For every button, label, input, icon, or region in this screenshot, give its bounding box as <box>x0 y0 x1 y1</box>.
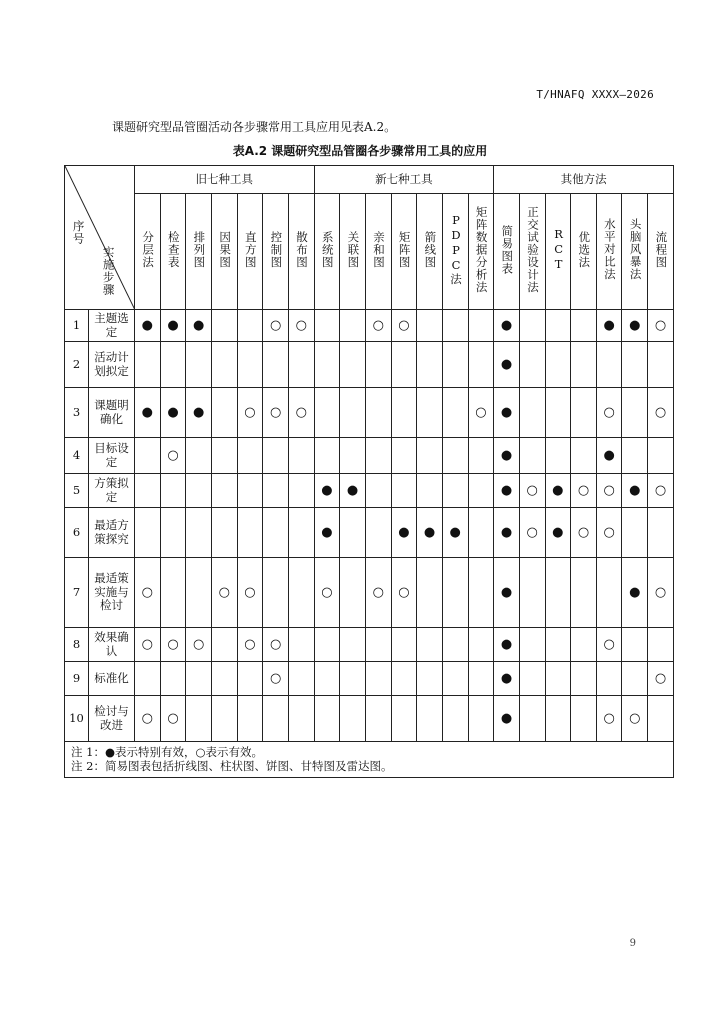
usage-mark: ● <box>596 438 622 474</box>
empty-cell <box>571 310 597 342</box>
empty-cell <box>211 628 237 662</box>
note-2: 注 2：简易图表包括折线图、柱状图、饼图、甘特图及雷达图。 <box>71 758 393 773</box>
tool-header-label: 流程图 <box>654 230 669 269</box>
tool-header <box>186 194 212 310</box>
usage-mark: ○ <box>468 388 494 438</box>
tool-header <box>442 194 468 310</box>
empty-cell <box>288 662 314 696</box>
row-number: 2 <box>65 342 89 388</box>
empty-cell <box>288 696 314 742</box>
group-header-other: 其他方法 <box>494 166 674 194</box>
empty-cell <box>519 310 545 342</box>
empty-cell <box>468 438 494 474</box>
usage-mark: ○ <box>160 628 186 662</box>
step-name: 目标设定 <box>89 438 135 474</box>
empty-cell <box>263 438 289 474</box>
empty-cell <box>648 438 674 474</box>
usage-mark: ● <box>494 474 520 508</box>
usage-mark: ○ <box>288 388 314 438</box>
row-number: 9 <box>65 662 89 696</box>
usage-mark: ○ <box>135 628 161 662</box>
step-name: 检讨与改进 <box>89 696 135 742</box>
empty-cell <box>365 696 391 742</box>
empty-cell <box>288 508 314 558</box>
empty-cell <box>237 662 263 696</box>
empty-cell <box>519 388 545 438</box>
empty-cell <box>186 342 212 388</box>
empty-cell <box>160 662 186 696</box>
empty-cell <box>571 628 597 662</box>
empty-cell <box>442 662 468 696</box>
empty-cell <box>211 310 237 342</box>
empty-cell <box>622 438 648 474</box>
usage-mark: ○ <box>596 474 622 508</box>
empty-cell <box>340 310 366 342</box>
usage-mark: ○ <box>571 474 597 508</box>
empty-cell <box>314 696 340 742</box>
usage-mark: ○ <box>596 628 622 662</box>
standard-code: T/HNAFQ XXXX—2026 <box>536 88 654 101</box>
empty-cell <box>442 388 468 438</box>
usage-mark: ● <box>494 696 520 742</box>
empty-cell <box>211 696 237 742</box>
empty-cell <box>442 438 468 474</box>
empty-cell <box>545 696 571 742</box>
empty-cell <box>160 342 186 388</box>
empty-cell <box>519 628 545 662</box>
empty-cell <box>622 628 648 662</box>
usage-mark: ○ <box>314 558 340 628</box>
table-row <box>65 508 674 558</box>
row-number: 7 <box>65 558 89 628</box>
step-name: 标准化 <box>89 662 135 696</box>
empty-cell <box>442 558 468 628</box>
group-header-new-seven: 新七种工具 <box>314 166 494 194</box>
empty-cell <box>519 696 545 742</box>
table-row <box>65 696 674 742</box>
empty-cell <box>417 662 443 696</box>
tool-header-label: 箭线图 <box>423 230 438 269</box>
step-name: 主题选定 <box>89 310 135 342</box>
tool-header <box>237 194 263 310</box>
empty-cell <box>519 662 545 696</box>
tool-header-label: 检查表 <box>166 230 181 269</box>
table-row <box>65 388 674 438</box>
usage-mark: ○ <box>186 628 212 662</box>
empty-cell <box>442 310 468 342</box>
usage-mark: ● <box>545 474 571 508</box>
usage-mark: ○ <box>648 474 674 508</box>
empty-cell <box>545 558 571 628</box>
empty-cell <box>186 508 212 558</box>
usage-mark: ○ <box>519 508 545 558</box>
empty-cell <box>442 628 468 662</box>
empty-cell <box>263 558 289 628</box>
usage-mark: ○ <box>237 628 263 662</box>
empty-cell <box>365 438 391 474</box>
tool-header <box>135 194 161 310</box>
empty-cell <box>340 508 366 558</box>
usage-mark: ○ <box>365 558 391 628</box>
empty-cell <box>648 342 674 388</box>
empty-cell <box>160 558 186 628</box>
tool-header-label: 散布图 <box>295 230 310 269</box>
usage-mark: ● <box>545 508 571 558</box>
empty-cell <box>391 388 417 438</box>
empty-cell <box>442 342 468 388</box>
empty-cell <box>288 474 314 508</box>
table-row <box>65 310 674 342</box>
usage-mark: ○ <box>596 508 622 558</box>
tool-header-label: 系统图 <box>320 230 335 269</box>
usage-mark: ● <box>494 508 520 558</box>
empty-cell <box>237 696 263 742</box>
empty-cell <box>622 508 648 558</box>
row-number: 6 <box>65 508 89 558</box>
usage-mark: ○ <box>596 388 622 438</box>
tool-header <box>545 194 571 310</box>
empty-cell <box>263 696 289 742</box>
empty-cell <box>365 342 391 388</box>
empty-cell <box>365 628 391 662</box>
table-row <box>65 628 674 662</box>
table-row <box>65 342 674 388</box>
empty-cell <box>417 388 443 438</box>
empty-cell <box>340 342 366 388</box>
empty-cell <box>340 438 366 474</box>
usage-mark: ○ <box>288 310 314 342</box>
usage-mark: ○ <box>263 388 289 438</box>
usage-mark: ● <box>186 310 212 342</box>
empty-cell <box>314 388 340 438</box>
usage-mark: ○ <box>648 558 674 628</box>
empty-cell <box>622 662 648 696</box>
empty-cell <box>596 662 622 696</box>
table-row <box>65 558 674 628</box>
empty-cell <box>288 438 314 474</box>
tool-header-label: 分层法 <box>141 230 156 269</box>
empty-cell <box>571 342 597 388</box>
usage-mark: ○ <box>365 310 391 342</box>
tool-header <box>160 194 186 310</box>
empty-cell <box>545 628 571 662</box>
tool-header <box>340 194 366 310</box>
empty-cell <box>468 342 494 388</box>
step-name: 方策拟定 <box>89 474 135 508</box>
usage-mark: ○ <box>263 662 289 696</box>
group-header-old-seven: 旧七种工具 <box>135 166 315 194</box>
tool-header-label: 排列图 <box>192 230 207 269</box>
tool-header-label: 因果图 <box>218 230 233 269</box>
empty-cell <box>135 662 161 696</box>
empty-cell <box>186 474 212 508</box>
empty-cell <box>545 310 571 342</box>
empty-cell <box>211 662 237 696</box>
tool-header <box>263 194 289 310</box>
empty-cell <box>468 310 494 342</box>
empty-cell <box>442 474 468 508</box>
row-number: 8 <box>65 628 89 662</box>
empty-cell <box>314 438 340 474</box>
empty-cell <box>622 342 648 388</box>
step-name: 活动计划拟定 <box>89 342 135 388</box>
empty-cell <box>186 662 212 696</box>
empty-cell <box>288 558 314 628</box>
empty-cell <box>314 628 340 662</box>
usage-mark: ● <box>340 474 366 508</box>
empty-cell <box>237 310 263 342</box>
usage-mark: ● <box>314 474 340 508</box>
note-1: 注 1：●表示特别有效，○表示有效。 <box>71 745 264 759</box>
empty-cell <box>135 438 161 474</box>
empty-cell <box>596 342 622 388</box>
tool-header <box>417 194 443 310</box>
empty-cell <box>340 662 366 696</box>
tool-header-label: PDPC法 <box>448 213 463 286</box>
empty-cell <box>391 628 417 662</box>
row-number: 4 <box>65 438 89 474</box>
empty-cell <box>186 438 212 474</box>
empty-cell <box>288 342 314 388</box>
empty-cell <box>186 696 212 742</box>
tool-header <box>571 194 597 310</box>
empty-cell <box>571 662 597 696</box>
tool-header <box>596 194 622 310</box>
empty-cell <box>417 438 443 474</box>
tool-header-label: 亲和图 <box>372 230 387 269</box>
tool-header <box>494 194 520 310</box>
empty-cell <box>237 342 263 388</box>
usage-mark: ○ <box>648 310 674 342</box>
empty-cell <box>571 438 597 474</box>
empty-cell <box>391 438 417 474</box>
row-number: 1 <box>65 310 89 342</box>
usage-mark: ● <box>494 342 520 388</box>
empty-cell <box>468 696 494 742</box>
empty-cell <box>263 342 289 388</box>
usage-mark: ● <box>160 388 186 438</box>
tool-header-label: 关联图 <box>346 230 361 269</box>
empty-cell <box>596 558 622 628</box>
empty-cell <box>365 474 391 508</box>
empty-cell <box>135 508 161 558</box>
usage-mark: ● <box>596 310 622 342</box>
tool-header <box>365 194 391 310</box>
empty-cell <box>160 474 186 508</box>
intro-paragraph: 课题研究型品管圈活动各步骤常用工具应用见表A.2。 <box>112 120 397 134</box>
empty-cell <box>571 558 597 628</box>
usage-mark: ○ <box>135 696 161 742</box>
tool-header-label: 简易图表 <box>500 224 515 275</box>
empty-cell <box>340 388 366 438</box>
empty-cell <box>417 558 443 628</box>
tool-header <box>622 194 648 310</box>
usage-mark: ● <box>494 662 520 696</box>
table-caption: 表A.2 课题研究型品管圈各步骤常用工具的应用 <box>232 144 488 158</box>
empty-cell <box>519 438 545 474</box>
usage-mark: ○ <box>622 696 648 742</box>
tool-header <box>314 194 340 310</box>
usage-mark: ● <box>494 388 520 438</box>
tool-header-label: 水平对比法 <box>602 218 617 281</box>
empty-cell <box>288 628 314 662</box>
usage-mark: ○ <box>135 558 161 628</box>
empty-cell <box>468 474 494 508</box>
empty-cell <box>519 558 545 628</box>
empty-cell <box>237 474 263 508</box>
empty-cell <box>314 310 340 342</box>
empty-cell <box>340 696 366 742</box>
step-name: 最适方策探究 <box>89 508 135 558</box>
empty-cell <box>648 508 674 558</box>
usage-mark: ● <box>135 310 161 342</box>
page-number: 9 <box>629 938 636 949</box>
usage-mark: ● <box>622 310 648 342</box>
tool-header-label: 矩阵数据分析法 <box>474 205 489 294</box>
usage-mark: ○ <box>571 508 597 558</box>
usage-mark: ○ <box>263 310 289 342</box>
usage-mark: ○ <box>648 388 674 438</box>
tool-header <box>648 194 674 310</box>
empty-cell <box>314 342 340 388</box>
tool-header-label: 正交试验设计法 <box>525 205 540 294</box>
usage-mark: ○ <box>160 696 186 742</box>
tool-header-label: 优选法 <box>577 230 592 269</box>
empty-cell <box>365 388 391 438</box>
empty-cell <box>391 696 417 742</box>
empty-cell <box>417 696 443 742</box>
usage-mark: ○ <box>211 558 237 628</box>
usage-mark: ● <box>494 558 520 628</box>
tool-header <box>519 194 545 310</box>
tools-table <box>64 165 674 778</box>
usage-mark: ● <box>442 508 468 558</box>
empty-cell <box>519 342 545 388</box>
usage-mark: ● <box>160 310 186 342</box>
usage-mark: ● <box>622 558 648 628</box>
empty-cell <box>391 662 417 696</box>
tool-header-label: 直方图 <box>243 230 258 269</box>
table-row <box>65 438 674 474</box>
step-name: 效果确认 <box>89 628 135 662</box>
empty-cell <box>263 508 289 558</box>
seq-header: 序号 <box>71 220 86 245</box>
empty-cell <box>211 388 237 438</box>
usage-mark: ○ <box>519 474 545 508</box>
table-notes <box>65 742 674 778</box>
empty-cell <box>211 474 237 508</box>
tool-header-label: 头脑风暴法 <box>628 218 643 281</box>
row-number: 3 <box>65 388 89 438</box>
usage-mark: ● <box>417 508 443 558</box>
empty-cell <box>211 508 237 558</box>
empty-cell <box>417 310 443 342</box>
empty-cell <box>263 474 289 508</box>
tool-header <box>468 194 494 310</box>
usage-mark: ○ <box>237 388 263 438</box>
usage-mark: ● <box>494 310 520 342</box>
empty-cell <box>545 388 571 438</box>
empty-cell <box>211 438 237 474</box>
usage-mark: ● <box>135 388 161 438</box>
empty-cell <box>186 558 212 628</box>
usage-mark: ● <box>186 388 212 438</box>
empty-cell <box>135 474 161 508</box>
empty-cell <box>545 662 571 696</box>
empty-cell <box>622 388 648 438</box>
diagonal-header-cell <box>65 166 135 310</box>
empty-cell <box>211 342 237 388</box>
step-name: 课题明确化 <box>89 388 135 438</box>
usage-mark: ● <box>391 508 417 558</box>
step-name: 最适策实施与检讨 <box>89 558 135 628</box>
empty-cell <box>545 438 571 474</box>
empty-cell <box>160 508 186 558</box>
usage-mark: ● <box>494 628 520 662</box>
table-row <box>65 662 674 696</box>
empty-cell <box>365 508 391 558</box>
usage-mark: ● <box>314 508 340 558</box>
empty-cell <box>365 662 391 696</box>
usage-mark: ● <box>494 438 520 474</box>
empty-cell <box>468 662 494 696</box>
empty-cell <box>314 662 340 696</box>
usage-mark: ○ <box>391 558 417 628</box>
usage-mark: ● <box>622 474 648 508</box>
empty-cell <box>442 696 468 742</box>
empty-cell <box>417 474 443 508</box>
tool-header <box>211 194 237 310</box>
usage-mark: ○ <box>237 558 263 628</box>
empty-cell <box>571 696 597 742</box>
tool-header <box>288 194 314 310</box>
empty-cell <box>468 508 494 558</box>
empty-cell <box>545 342 571 388</box>
row-number: 10 <box>65 696 89 742</box>
empty-cell <box>417 342 443 388</box>
usage-mark: ○ <box>160 438 186 474</box>
table-row <box>65 474 674 508</box>
step-header: 实施步骤 <box>101 246 116 296</box>
tool-header-label: 矩阵图 <box>397 230 412 269</box>
usage-mark: ○ <box>391 310 417 342</box>
tool-header-label: 控制图 <box>269 230 284 269</box>
empty-cell <box>340 558 366 628</box>
empty-cell <box>571 388 597 438</box>
row-number: 5 <box>65 474 89 508</box>
empty-cell <box>468 558 494 628</box>
empty-cell <box>417 628 443 662</box>
tool-header-label: RCT <box>551 227 566 273</box>
usage-mark: ○ <box>596 696 622 742</box>
usage-mark: ○ <box>263 628 289 662</box>
empty-cell <box>135 342 161 388</box>
empty-cell <box>391 474 417 508</box>
empty-cell <box>237 508 263 558</box>
tool-header <box>391 194 417 310</box>
empty-cell <box>648 696 674 742</box>
empty-cell <box>648 628 674 662</box>
empty-cell <box>468 628 494 662</box>
empty-cell <box>391 342 417 388</box>
empty-cell <box>237 438 263 474</box>
empty-cell <box>340 628 366 662</box>
usage-mark: ○ <box>648 662 674 696</box>
